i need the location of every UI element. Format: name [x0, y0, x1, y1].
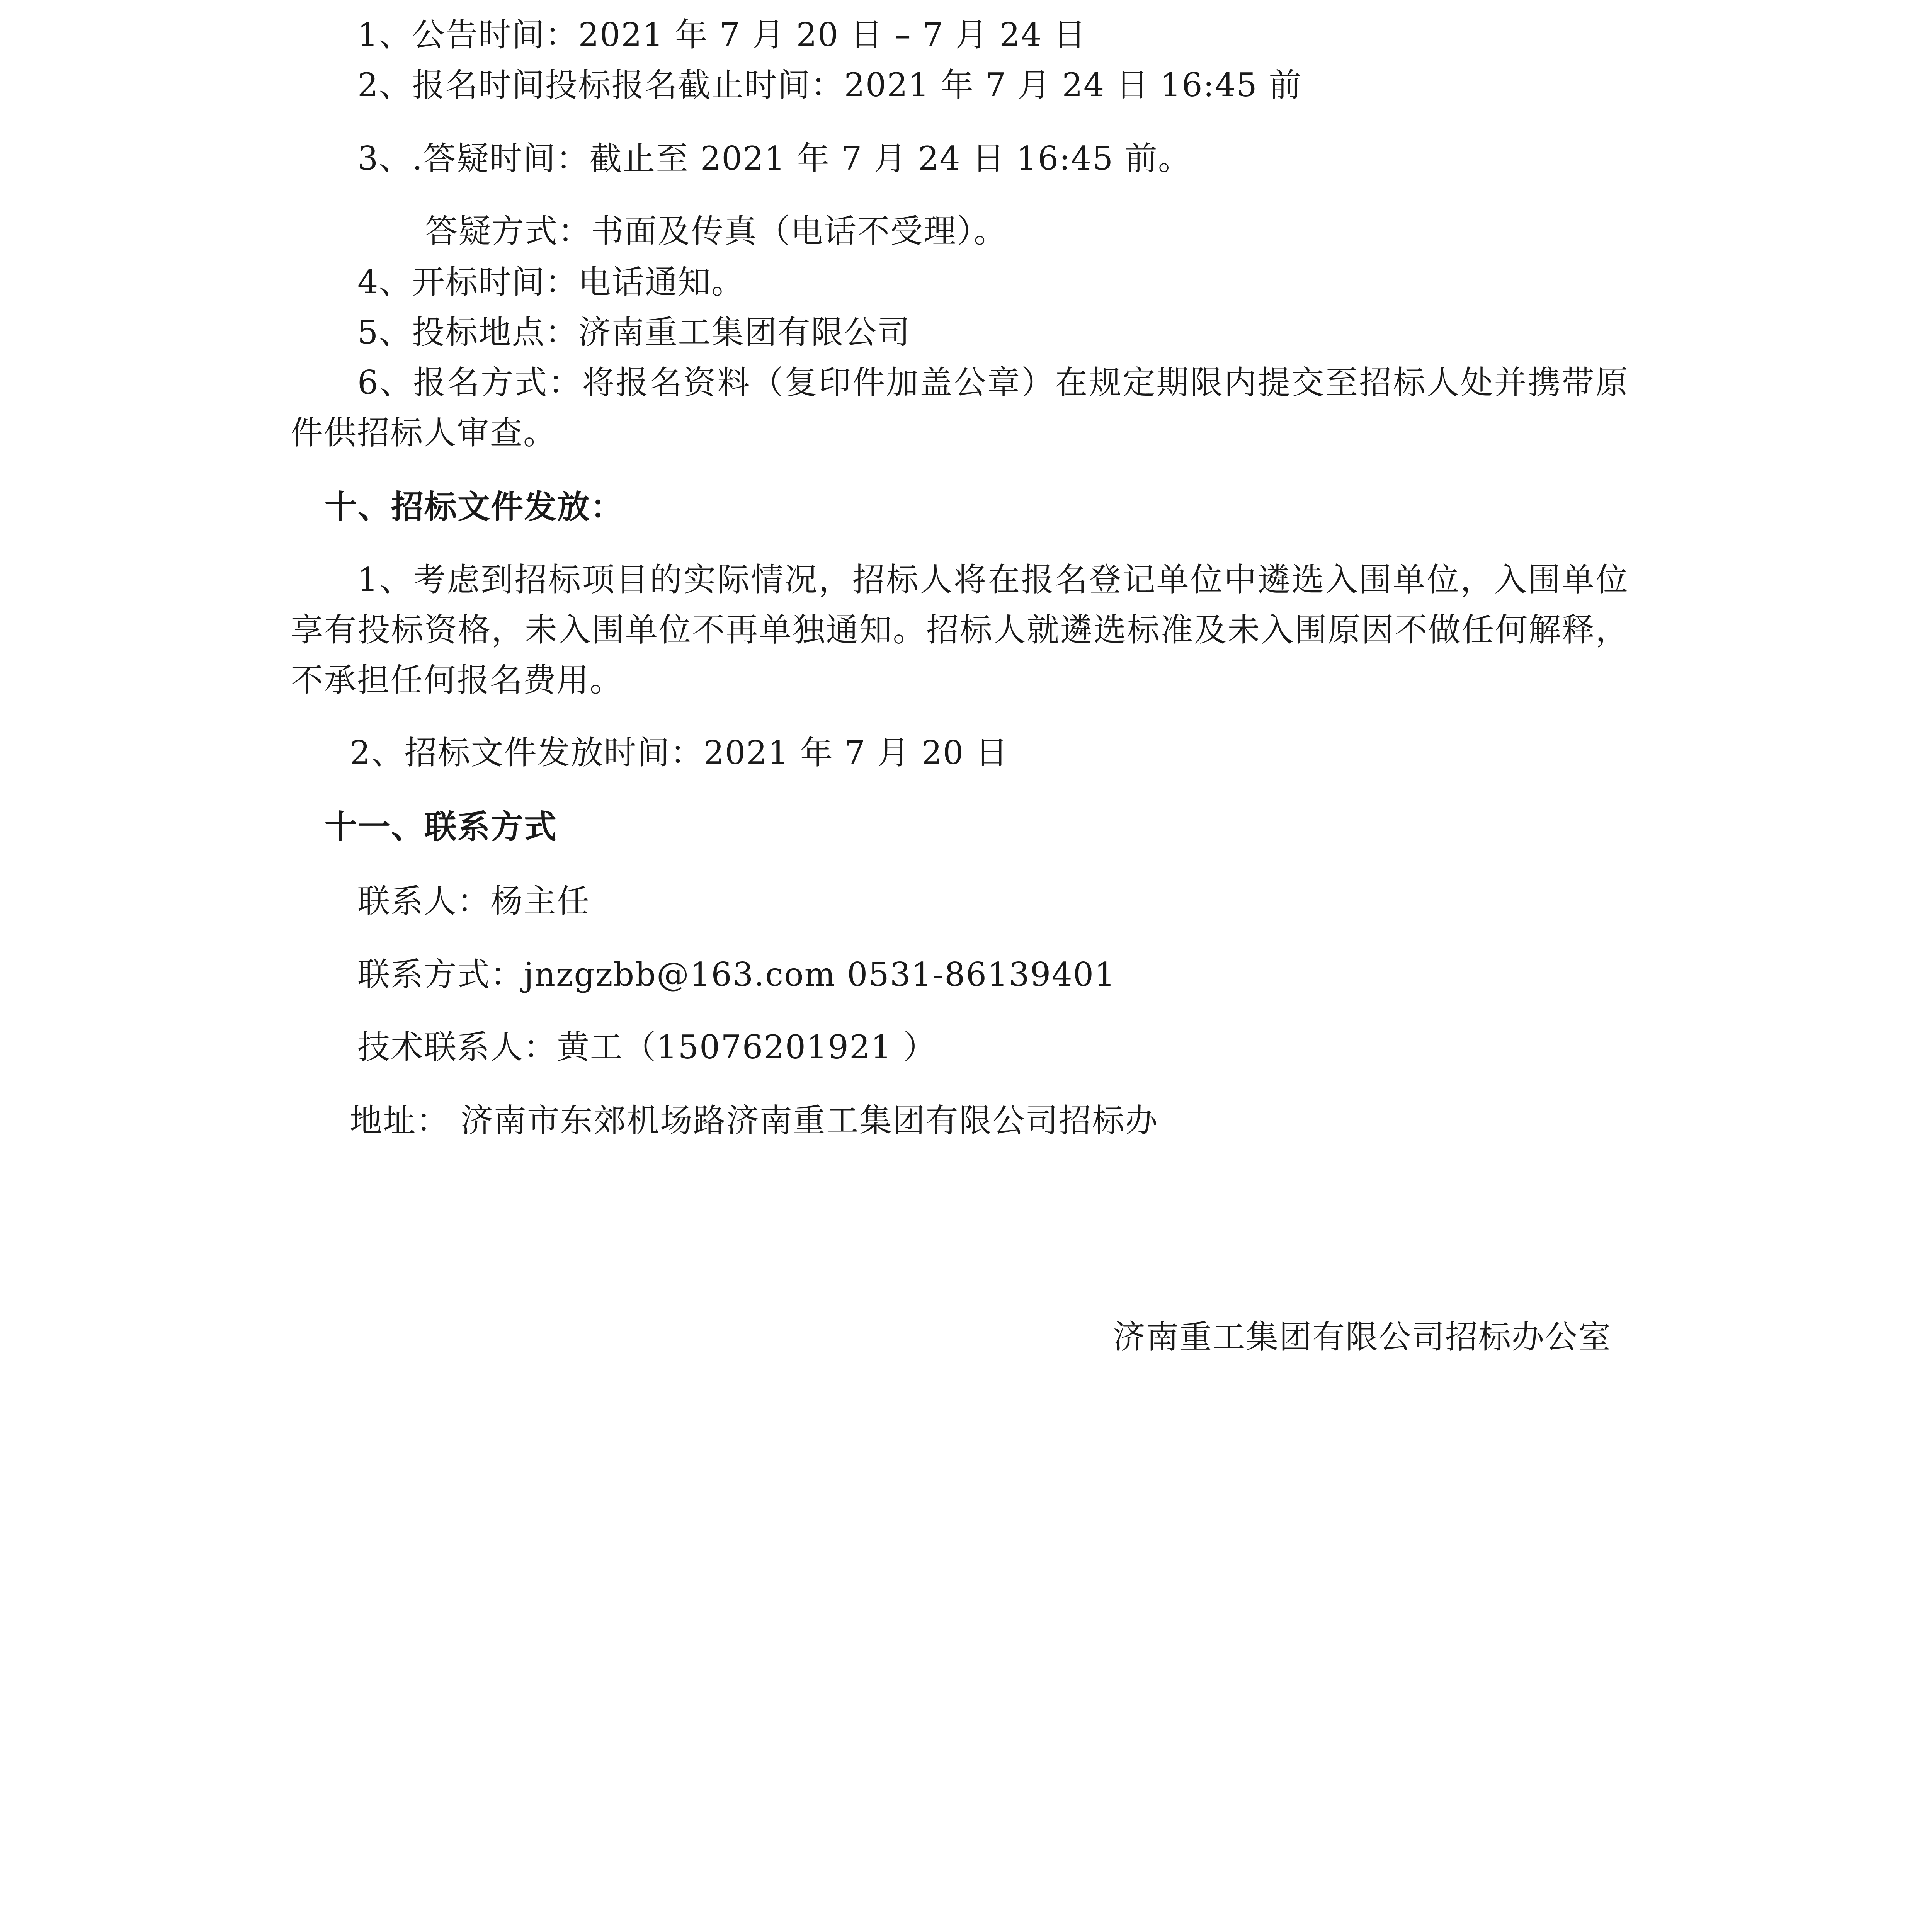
schedule-registration-method-cont: 件供招标人审查。 [291, 414, 557, 452]
section-10-para1-line1: 1、考虑到招标项目的实际情况，招标人将在报名登记单位中遴选入围单位，入围单位 [357, 561, 1629, 599]
section-10-heading: 十、招标文件发放： [325, 488, 624, 526]
schedule-qa-method: 答疑方式：书面及传真（电话不受理）。 [425, 212, 1007, 250]
address: 地址： 济南市东郊机场路济南重工集团有限公司招标办 [350, 1102, 1158, 1139]
schedule-qa-deadline: 3、.答疑时间：截止至 2021 年 7 月 24 日 16:45 前。 [357, 139, 1191, 177]
contact-person: 联系人：杨主任 [357, 882, 590, 920]
schedule-registration-method: 6、报名方式：将报名资料（复印件加盖公章）在规定期限内提交至招标人处并携带原 [357, 364, 1629, 401]
schedule-announcement-time: 1、公告时间：2021 年 7 月 20 日 – 7 月 24 日 [357, 16, 1087, 54]
signature: 济南重工集团有限公司招标办公室 [1113, 1318, 1612, 1356]
contact-method: 联系方式：jnzgzbb@163.com 0531-86139401 [357, 956, 1116, 993]
schedule-bid-location: 5、投标地点：济南重工集团有限公司 [357, 313, 911, 351]
section-10-para2: 2、招标文件发放时间：2021 年 7 月 20 日 [350, 734, 1009, 772]
schedule-registration-deadline: 2、报名时间投标报名截止时间：2021 年 7 月 24 日 16:45 前 [357, 66, 1302, 104]
section-10-para1-line3: 不承担任何报名费用。 [291, 661, 623, 699]
section-10-para1-line2: 享有投标资格，未入围单位不再单独通知。招标人就遴选标准及未入围原因不做任何解释， [291, 611, 1629, 649]
schedule-bid-opening: 4、开标时间：电话通知。 [357, 263, 745, 301]
section-11-heading: 十一、联系方式 [325, 808, 558, 846]
technical-contact: 技术联系人：黄工（15076201921 ） [357, 1028, 937, 1066]
